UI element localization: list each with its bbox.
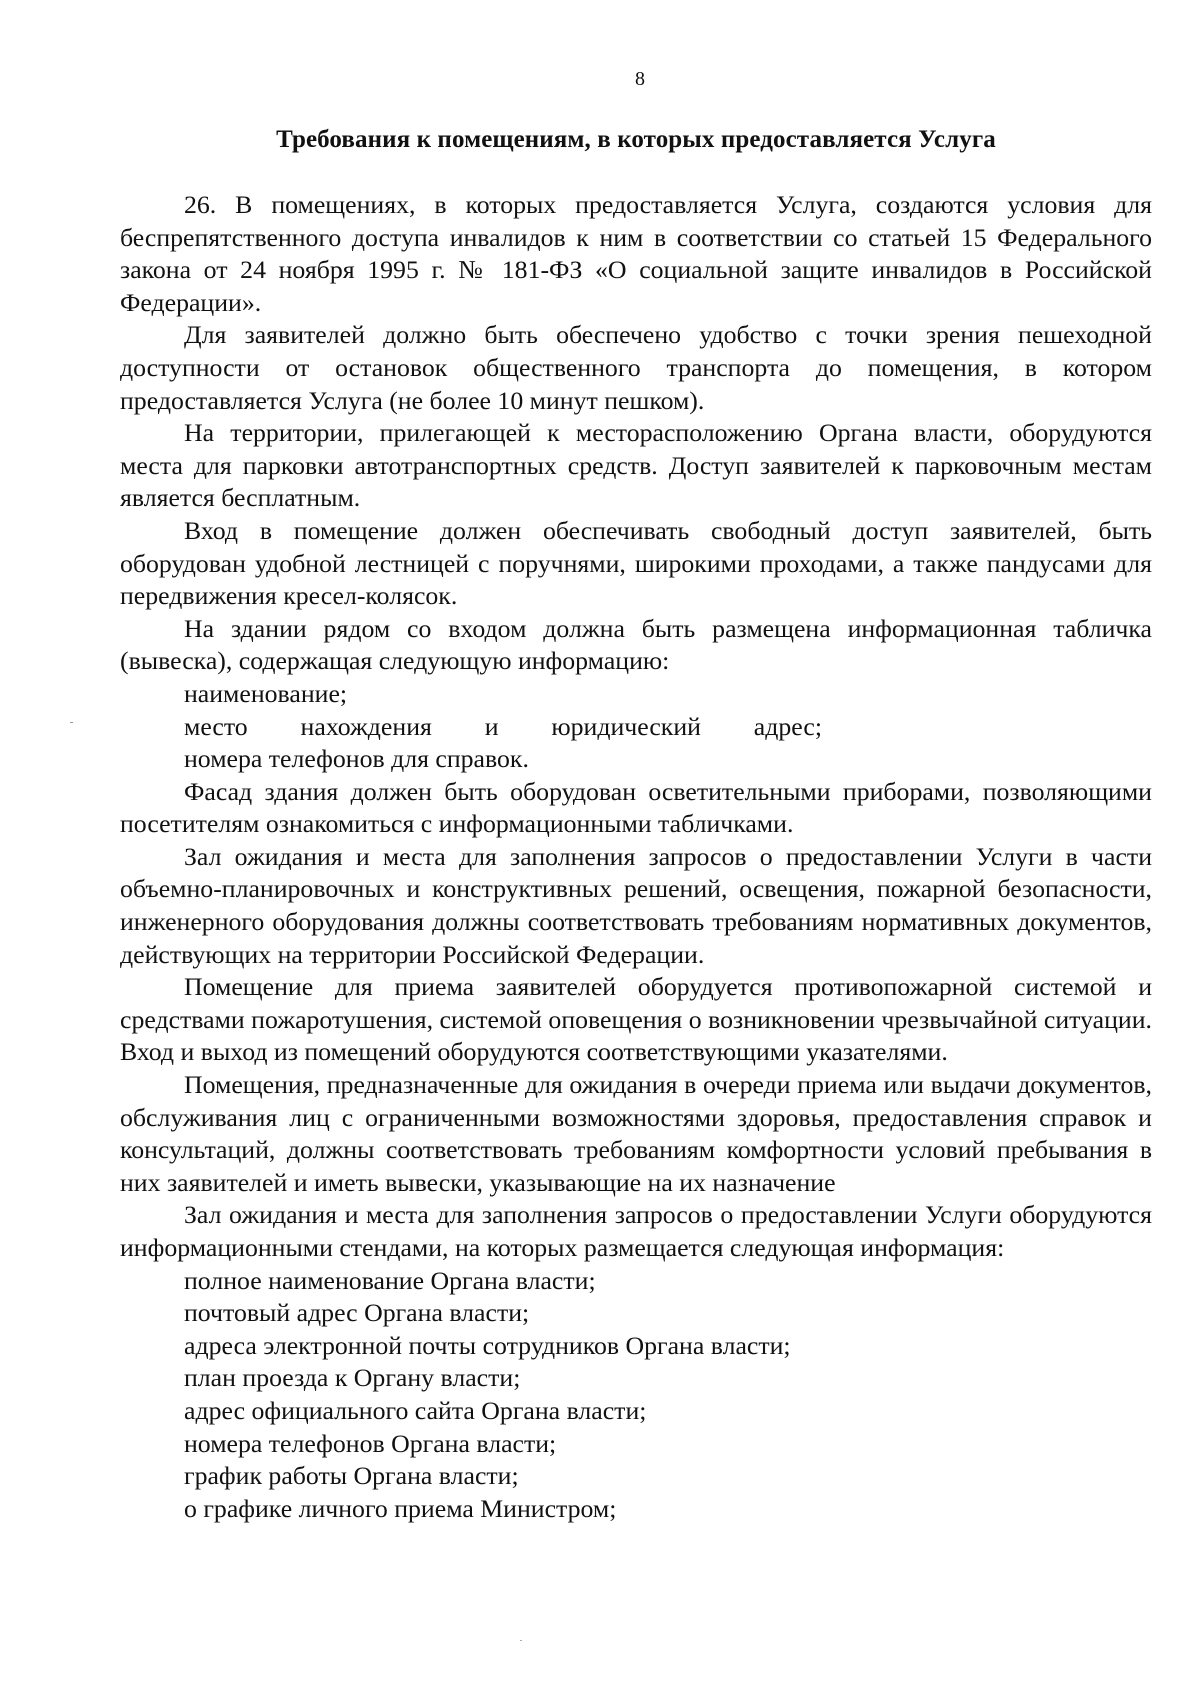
paragraph-entrance: Вход в помещение должен обеспечивать свободный доступ заявителей, быть оборудован удобной лестницей с поручнями, широкими проходами, а также пандусами для передвижения кресел-колясок.: [120, 515, 1152, 611]
paragraph-sign: На здании рядом со входом должна быть размещена информационная табличка (вывеска), содержащая следующую информацию:: [120, 613, 1152, 676]
stand-item: адреса электронной почты сотрудников Органа власти;: [184, 1330, 791, 1360]
paragraph-comfort: Помещения, предназначенные для ожидания в очереди приема или выдачи документов, обслуживания лиц с ограниченными возможностями здоровья, предоставления справок и консультаций, должны соответствовать требованиям комфортности условий пребывания в них заявителей и иметь вывески, указывающие на их назначение: [120, 1070, 1152, 1197]
stand-item: адрес официального сайта Органа власти;: [184, 1395, 647, 1425]
stand-item: о графике личного приема Министром;: [184, 1493, 617, 1523]
paragraph-info-stands: Зал ожидания и места для заполнения запросов о предоставлении Услуги оборудуются информационными стендами, на которых размещается следующая информация:: [120, 1200, 1152, 1262]
scan-speck: [70, 722, 73, 723]
stand-item: график работы Органа власти;: [184, 1461, 519, 1491]
stand-item: план проезда к Органу власти;: [184, 1363, 521, 1393]
sign-item: наименование;: [184, 678, 348, 708]
paragraph-parking: На территории, прилегающей к месторасположению Органа власти, оборудуются места для парковки автотранспортных средств. Доступ заявителей к парковочным местам является бесплатным.: [120, 418, 1152, 513]
stand-item: почтовый адрес Органа власти;: [184, 1298, 530, 1328]
paragraph-facade: Фасад здания должен быть оборудован осветительными приборами, позволяющими посетителям ознакомиться с информационными табличками.: [120, 776, 1152, 839]
page-number: 8: [635, 68, 645, 90]
sign-item: место нахождения и юридический адрес;: [184, 711, 822, 741]
paragraph-fire-safety: Помещение для приема заявителей оборудуется противопожарной системой и средствами пожаротушения, системой оповещения о возникновении чрезвычайной ситуации. Вход и выход из помещений оборудуются соответствующими указателями.: [120, 972, 1152, 1067]
document-body: [120, 189, 1152, 1525]
scan-speck: [520, 1640, 522, 1641]
paragraph-pedestrian-access: Для заявителей должно быть обеспечено удобство с точки зрения пешеходной доступности от остановок общественного транспорта до помещения, в котором предоставляется Услуга (не более 10 минут пешком).: [120, 320, 1152, 415]
paragraph-waiting-hall: Зал ожидания и места для заполнения запросов о предоставлении Услуги в части объемно-планировочных и конструктивных решений, освещения, пожарной безопасности, инженерного оборудования должны соответствовать требованиям нормативных документов, действующих на территории Российской Федерации.: [120, 841, 1152, 969]
sign-item: номера телефонов для справок.: [184, 744, 529, 774]
paragraph-accessibility: 26. В помещениях, в которых предоставляется Услуга, создаются условия для беспрепятственного доступа инвалидов к ним в соответствии со статьей 15 Федерального закона от 24 ноября 1995 г. № 181-ФЗ «О социальной защите инвалидов в Российской Федерации».: [120, 190, 1152, 317]
stand-item: номера телефонов Органа власти;: [184, 1428, 557, 1458]
stand-item: полное наименование Органа власти;: [184, 1265, 596, 1295]
section-heading: Требования к помещениям, в которых предоставляется Услуга: [276, 126, 996, 153]
